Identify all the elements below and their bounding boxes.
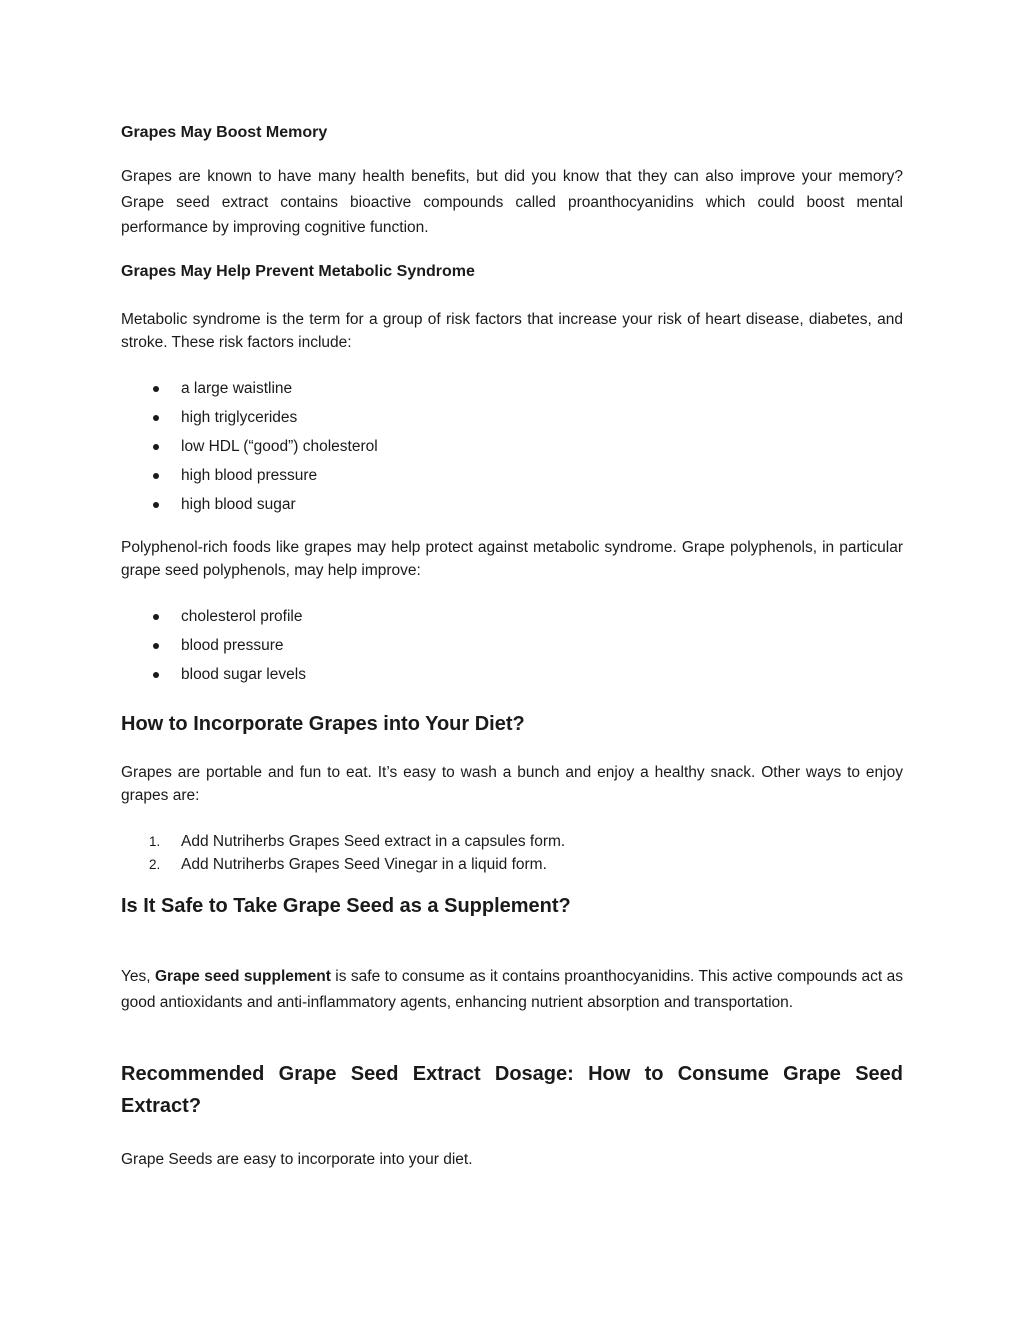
paragraph-polyphenols: Polyphenol-rich foods like grapes may help protect against metabolic syndrome. Grape polyphenols, in particular grape seed polyphenols, may help improve: [121, 539, 903, 579]
bold-grape-seed-supplement: Grape seed supplement [155, 968, 331, 985]
heading-metabolic-syndrome: Grapes May Help Prevent Metabolic Syndrome [121, 263, 475, 280]
bullet-icon [153, 473, 159, 479]
bullet-icon [153, 643, 159, 649]
list-item: high blood sugar [121, 490, 903, 519]
bullet-icon [153, 672, 159, 678]
list-item: blood sugar levels [121, 660, 903, 689]
bullet-icon [153, 444, 159, 450]
heading-boost-memory: Grapes May Boost Memory [121, 124, 328, 141]
list-item: cholesterol profile [121, 602, 903, 631]
bullet-icon [153, 614, 159, 620]
risk-factor-list [121, 374, 903, 519]
bullet-icon [153, 502, 159, 508]
list-item: a large waistline [121, 374, 903, 403]
paragraph-metabolic-intro: Metabolic syndrome is the term for a group of risk factors that increase your risk of heart disease, diabetes, and stroke. These risk factors include: [121, 311, 903, 351]
bullet-icon [153, 415, 159, 421]
paragraph-incorporate: Grapes are portable and fun to eat. It’s easy to wash a bunch and enjoy a healthy snack. Other ways to enjoy grapes are: [121, 764, 903, 804]
heading-incorporate-grapes: How to Incorporate Grapes into Your Diet? [121, 713, 525, 735]
list-item: 1. Add Nutriherbs Grapes Seed extract in a capsules form. [121, 830, 903, 853]
list-item: 2. Add Nutriherbs Grapes Seed Vinegar in a liquid form. [121, 853, 903, 876]
bullet-icon [153, 386, 159, 392]
list-number: 1. [149, 834, 161, 849]
list-item: high triglycerides [121, 403, 903, 432]
paragraph-safety: Yes, Grape seed supplement is safe to consume as it contains proanthocyanidins. This active compounds act as good antioxidants and anti-inflammatory agents, enhancing nutrient absorption and transportation. [121, 968, 903, 1011]
heading-safety: Is It Safe to Take Grape Seed as a Supplement? [121, 895, 571, 917]
list-item: low HDL (“good”) cholesterol [121, 432, 903, 461]
list-item: high blood pressure [121, 461, 903, 490]
ways-list [121, 830, 903, 876]
list-number: 2. [149, 857, 161, 872]
paragraph-dosage: Grape Seeds are easy to incorporate into your diet. [121, 1151, 473, 1168]
list-item: blood pressure [121, 631, 903, 660]
heading-dosage: Recommended Grape Seed Extract Dosage: How to Consume Grape Seed Extract? [121, 1063, 903, 1117]
paragraph-boost-memory: Grapes are known to have many health benefits, but did you know that they can also improve your memory? Grape seed extract contains bioactive compounds called proanthocyanidins which could boost mental performance by improving cognitive function. [121, 168, 903, 236]
improvement-list [121, 602, 903, 689]
